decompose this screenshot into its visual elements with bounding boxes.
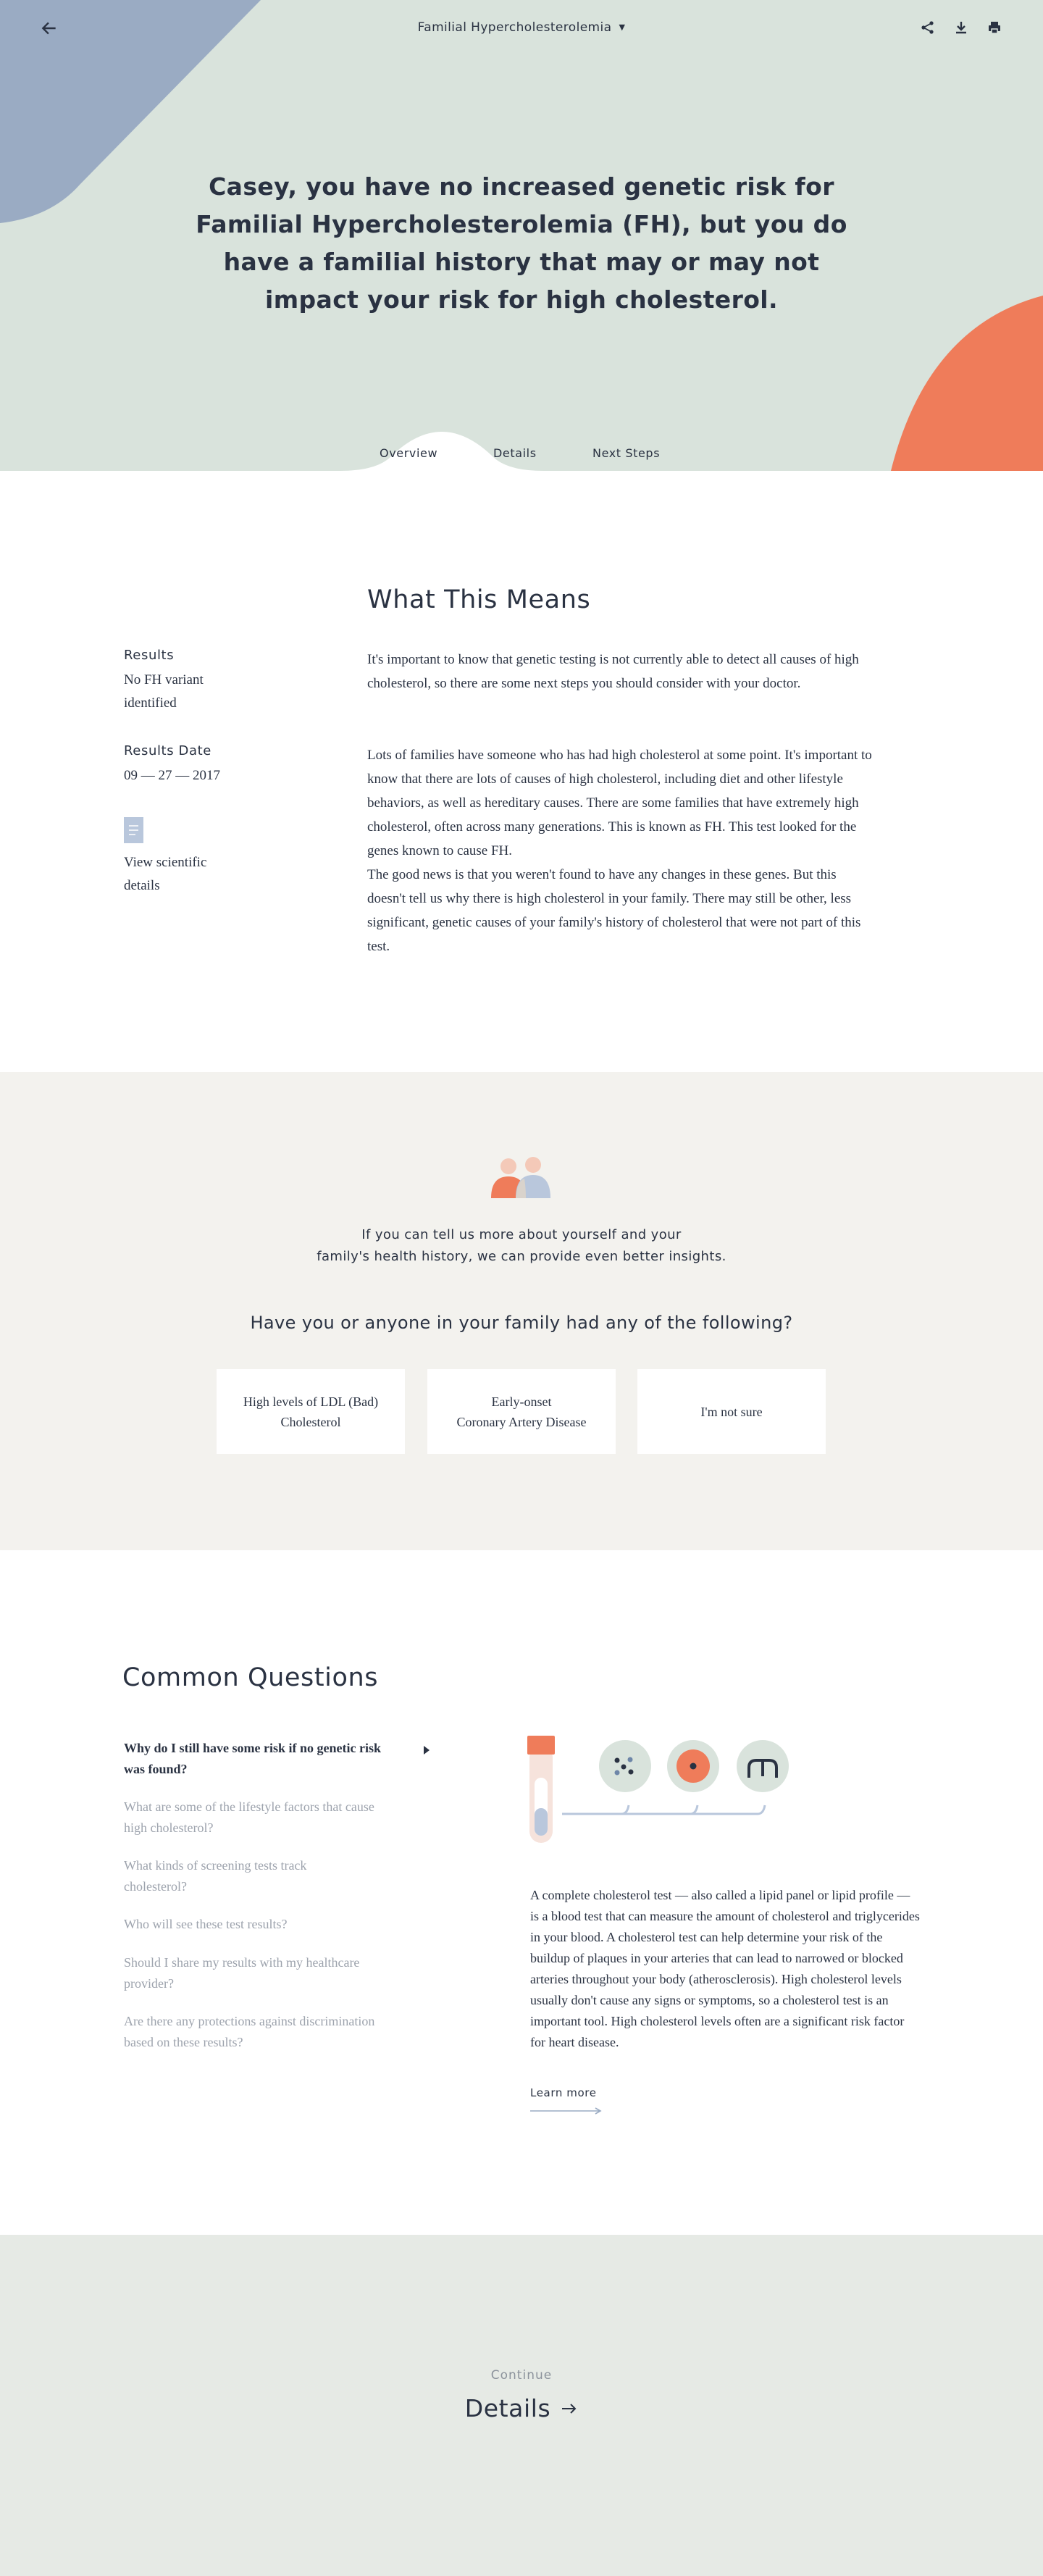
family-history-section [0, 1072, 1043, 1550]
link-line: View scientific [124, 855, 207, 870]
option-line: High levels of LDL (Bad) [243, 1394, 379, 1409]
option-line: Coronary Artery Disease [456, 1414, 587, 1429]
question-item[interactable]: What kinds of screening tests track cholesterol? [124, 1858, 307, 1894]
chevron-down-icon: ▼ [619, 22, 626, 32]
document-icon[interactable] [124, 817, 143, 843]
tab-overview[interactable]: Overview [380, 446, 438, 460]
learn-more-link[interactable]: Learn more [530, 2086, 597, 2099]
meaning-paragraph-3: The good news is that you weren't found to have any changes in these genes. But this doesn't tell us why there is high cholesterol in your family. There may still be other, less significant, genetic causes of your family's history of cholesterol that were not part of this test. [367, 867, 861, 954]
common-questions-section [0, 1550, 1043, 2235]
cholesterol-test-illustration [527, 1736, 795, 1852]
continue-next-title: Details [464, 2394, 551, 2422]
caret-right-icon [424, 1746, 430, 1755]
question-item[interactable]: What are some of the lifestyle factors that cause high cholesterol? [124, 1799, 374, 1835]
active-tab-indicator [340, 432, 572, 471]
common-questions-title: Common Questions [122, 1663, 379, 1692]
results-summary-section [0, 471, 1043, 1072]
option-not-sure[interactable] [637, 1369, 826, 1454]
tab-details[interactable]: Details [493, 446, 537, 460]
option-high-ldl[interactable] [217, 1369, 405, 1454]
what-this-means-title: What This Means [367, 585, 591, 614]
question-item[interactable]: Should I share my results with my healthcare provider? [124, 1955, 360, 1991]
arrow-right-icon [530, 2107, 603, 2115]
option-line: I'm not sure [700, 1404, 763, 1419]
meaning-paragraph-2: Lots of families have someone who has had high cholesterol at some point. It's important to know that there are lots of causes of high cholesterol, including diet and other lifestyle behaviors, as well as hereditary causes. There are some families that have extremely high cholesterol, often across many generations. This is known as FH. This test looked for the genes known to cause FH. [367, 748, 872, 858]
condition-title-dropdown[interactable] [0, 20, 1043, 35]
top-actions [919, 19, 1003, 36]
continue-section [0, 2235, 1043, 2576]
top-bar [0, 0, 1043, 57]
view-scientific-details-link[interactable] [124, 851, 206, 898]
results-value-line: identified [124, 695, 177, 711]
print-icon[interactable] [986, 19, 1003, 36]
arrow-right-icon [561, 2402, 578, 2415]
results-date-label: Results Date [124, 743, 211, 758]
download-icon[interactable] [952, 19, 970, 36]
section-tabs [0, 432, 1043, 471]
question-item-active[interactable]: Why do I still have some risk if no genetic risk was found? [124, 1741, 382, 1776]
condition-title: Familial Hypercholesterolemia [417, 20, 612, 35]
question-item[interactable]: Are there any protections against discrimination based on these results? [124, 2014, 375, 2049]
results-value [124, 669, 204, 715]
link-line: details [124, 878, 160, 893]
continue-label: Continue [490, 2368, 553, 2383]
answer-text: A complete cholesterol test — also called a lipid panel or lipid profile — is a blood test that can measure the amount of cholesterol and triglycerides in your blood. A cholesterol test can help determine your risk of the buildup of plaques in your arteries that can lead to narrowed or blocked arteries throughout your body (atherosclerosis). High cholesterol levels usually don't cause any signs or symptoms, so a cholesterol test is an important tool. High cholesterol levels often are a significant risk factor for heart disease. [530, 1888, 920, 2049]
continue-details-link[interactable] [0, 2394, 1043, 2422]
option-early-onset-cad[interactable] [427, 1369, 616, 1454]
option-line: Cholesterol [280, 1414, 341, 1429]
family-history-question: Have you or anyone in your family had any of the following? [250, 1313, 793, 1333]
tab-next-steps[interactable]: Next Steps [592, 446, 661, 460]
question-item[interactable]: Who will see these test results? [124, 1917, 288, 1931]
results-date-value: 09 — 27 — 2017 [124, 768, 220, 783]
option-line: Early-onset [491, 1394, 552, 1409]
insight-intro-line: family's health history, we can provide even better insights. [317, 1249, 726, 1264]
insight-intro-line: If you can tell us more about yourself and your [361, 1227, 682, 1242]
meaning-paragraph-1: It's important to know that genetic testing is not currently able to detect all causes of high cholesterol, so there are some next steps you should consider with your doctor. [367, 652, 859, 691]
hero-section [0, 0, 1043, 471]
hero-headline: Casey, you have no increased genetic risk for Familial Hypercholesterolemia (FH), but you do have a familial history that may or may not impact your risk for high cholesterol. [196, 172, 847, 314]
insight-intro [0, 1224, 1043, 1268]
results-label: Results [124, 648, 175, 663]
share-icon[interactable] [919, 19, 937, 36]
results-value-line: No FH variant [124, 672, 204, 687]
family-people-icon [487, 1155, 556, 1198]
